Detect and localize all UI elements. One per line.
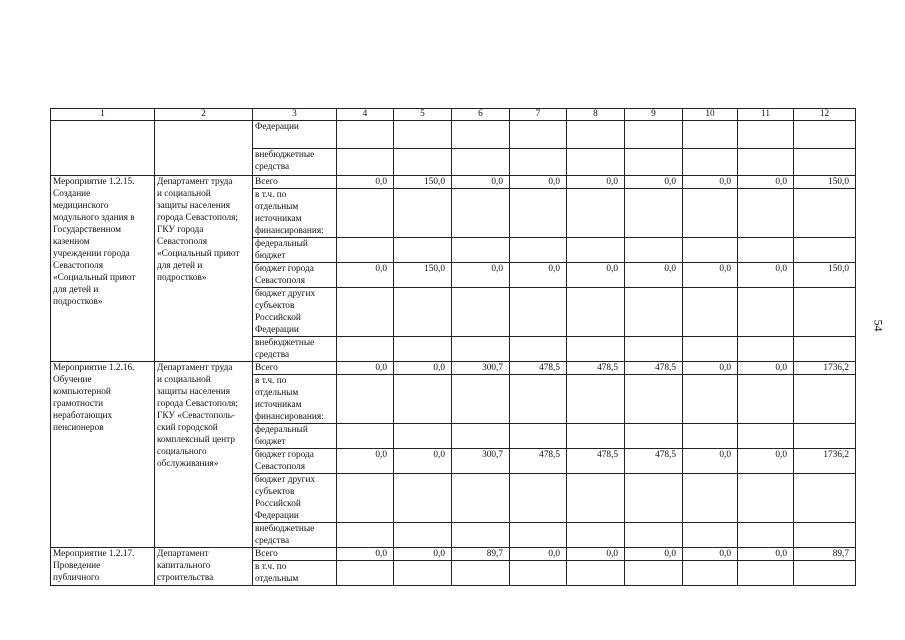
table-row: [51, 362, 856, 375]
col-num: 8: [567, 109, 625, 121]
source-label: Всего: [253, 362, 337, 375]
col-num: 5: [394, 109, 452, 121]
executor-name: Департамент труда и социальной защиты населения города Севастополя; ГКУ города Севастополя «Социальный приют для детей и подростков»: [155, 176, 253, 362]
source-label: внебюджетные средства: [253, 149, 337, 176]
value-cell: 0,0: [510, 548, 567, 561]
col-num: 10: [683, 109, 738, 121]
col-num: 12: [794, 109, 856, 121]
value-cell: 0,0: [452, 176, 510, 189]
value-cell: 0,0: [510, 176, 567, 189]
value-cell: 478,5: [510, 449, 567, 474]
activity-name: Мероприятие 1.2.15. Создание медицинского модульного здания в Государственном казенном учреждении города Севастополя «Социальный приют для детей и подростков»: [51, 176, 155, 362]
table-row: [51, 548, 856, 561]
value-cell: 150,0: [394, 176, 452, 189]
page-number: 54: [871, 319, 886, 332]
value-cell: 478,5: [567, 362, 625, 375]
table-row: [51, 121, 856, 149]
value-cell: 0,0: [567, 176, 625, 189]
table-row: [51, 176, 856, 189]
value-cell: 0,0: [452, 263, 510, 288]
value-cell: 0,0: [337, 548, 394, 561]
value-cell: 478,5: [510, 362, 567, 375]
value-cell: 0,0: [394, 362, 452, 375]
value-cell: 0,0: [337, 176, 394, 189]
value-cell: 0,0: [567, 263, 625, 288]
value-cell: 478,5: [625, 362, 683, 375]
source-label: бюджет города Севастополя: [253, 449, 337, 474]
col-num: 1: [51, 109, 155, 121]
value-cell: 0,0: [394, 548, 452, 561]
value-cell: 0,0: [683, 362, 738, 375]
activity-name: Мероприятие 1.2.17. Проведение публичного: [51, 548, 155, 586]
value-cell: 0,0: [337, 362, 394, 375]
executor-cell: [155, 121, 253, 176]
value-cell: 150,0: [794, 176, 856, 189]
col-num: 6: [452, 109, 510, 121]
source-label: федеральный бюджет: [253, 238, 337, 263]
source-label: бюджет города Севастополя: [253, 263, 337, 288]
source-label: бюджет других субъектов Российской Федерации: [253, 474, 337, 523]
source-label: Федерации: [253, 121, 337, 149]
value-cell: 0,0: [337, 449, 394, 474]
value-cell: 300,7: [452, 449, 510, 474]
value-cell: 0,0: [738, 263, 794, 288]
source-label: в т.ч. по отдельным источникам финансирования:: [253, 189, 337, 238]
source-label: в т.ч. по отдельным: [253, 561, 337, 586]
value-cell: 89,7: [794, 548, 856, 561]
value-cell: 478,5: [567, 449, 625, 474]
value-cell: 0,0: [567, 548, 625, 561]
activity-name: Мероприятие 1.2.16. Обучение компьютерной грамотности неработающих пенсионеров: [51, 362, 155, 548]
value-cell: 0,0: [394, 449, 452, 474]
value-cell: 0,0: [625, 176, 683, 189]
col-num: 9: [625, 109, 683, 121]
value-cell: 0,0: [683, 176, 738, 189]
value-cell: 150,0: [794, 263, 856, 288]
col-num: 2: [155, 109, 253, 121]
budget-table: [50, 108, 856, 586]
source-label: Всего: [253, 176, 337, 189]
value-cell: 1736,2: [794, 449, 856, 474]
value-cell: 150,0: [394, 263, 452, 288]
value-cell: 0,0: [738, 449, 794, 474]
source-label: бюджет других субъектов Российской Федерации: [253, 288, 337, 337]
value-cell: 0,0: [625, 548, 683, 561]
source-label: внебюджетные средства: [253, 523, 337, 548]
activity-cell: [51, 121, 155, 176]
source-label: в т.ч. по отдельным источникам финансирования:: [253, 375, 337, 424]
col-num: 4: [337, 109, 394, 121]
col-num: 3: [253, 109, 337, 121]
value-cell: 0,0: [683, 263, 738, 288]
source-label: внебюджетные средства: [253, 337, 337, 362]
value-cell: 89,7: [452, 548, 510, 561]
source-label: Всего: [253, 548, 337, 561]
value-cell: 0,0: [683, 548, 738, 561]
value-cell: 0,0: [738, 176, 794, 189]
value-cell: 0,0: [337, 263, 394, 288]
value-cell: 0,0: [510, 263, 567, 288]
value-cell: 0,0: [625, 263, 683, 288]
executor-name: Департамент труда и социальной защиты населения города Севастополя; ГКУ «Севастополь- ский городской комплексный центр социального обслуживания»: [155, 362, 253, 548]
col-num: 11: [738, 109, 794, 121]
executor-name: Департамент капитального строительства: [155, 548, 253, 586]
value-cell: 300,7: [452, 362, 510, 375]
value-cell: 1736,2: [794, 362, 856, 375]
source-label: федеральный бюджет: [253, 424, 337, 449]
column-number-row: [51, 109, 856, 121]
value-cell: 478,5: [625, 449, 683, 474]
value-cell: 0,0: [683, 449, 738, 474]
col-num: 7: [510, 109, 567, 121]
value-cell: 0,0: [738, 548, 794, 561]
value-cell: 0,0: [738, 362, 794, 375]
